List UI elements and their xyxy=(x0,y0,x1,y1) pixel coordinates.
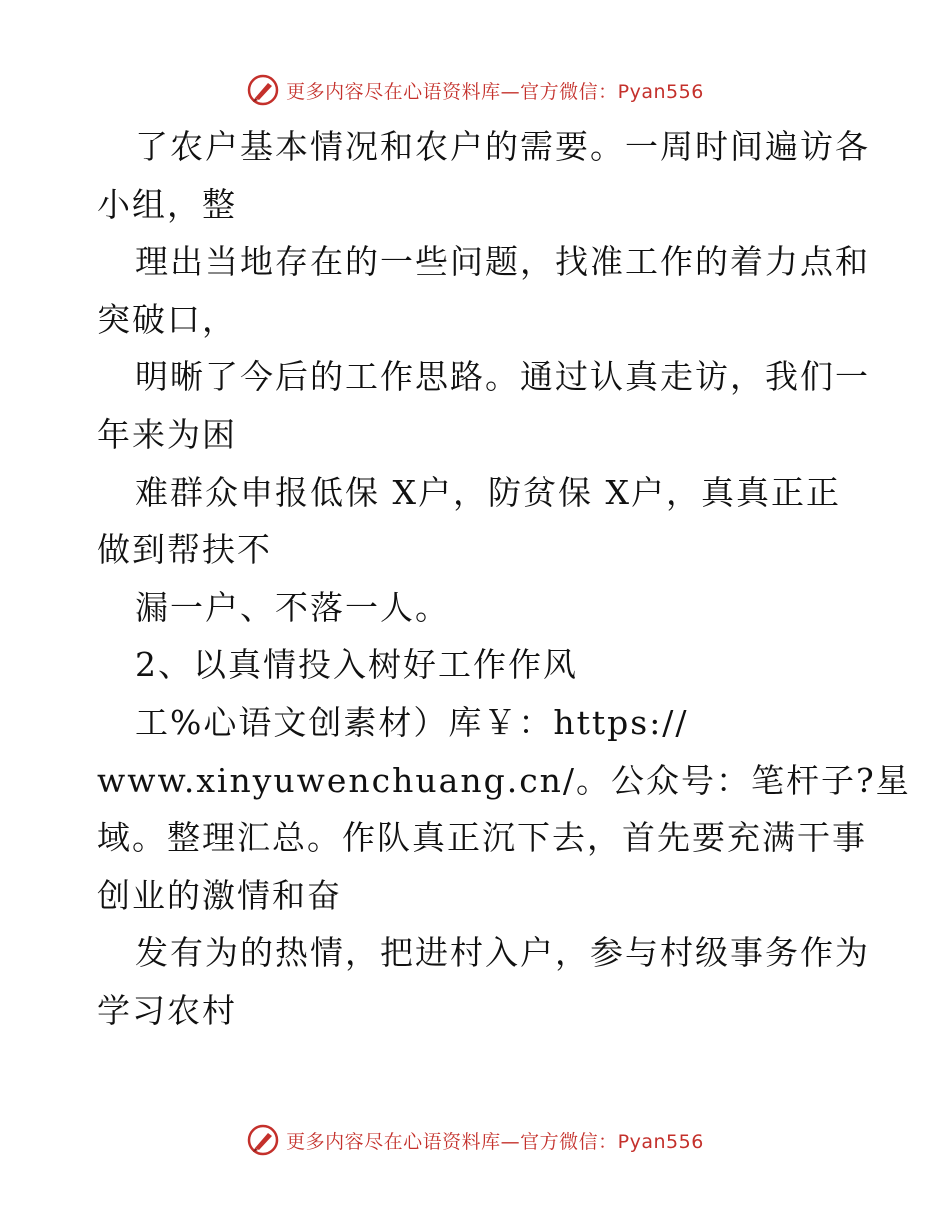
text-line: 创业的激情和奋 xyxy=(97,875,342,915)
text-line: 了农户基本情况和农户的需要。一周时间遍访各 xyxy=(135,127,870,166)
text-line: 2、以真情投入树好工作作风 xyxy=(135,645,578,685)
text-line: 难群众申报低保 X户，防贫保 X户，真真正正 xyxy=(135,472,841,512)
footer-banner xyxy=(0,1120,950,1160)
document-body xyxy=(97,118,911,1040)
text-line: 工%心语文创素材）库￥：https:// xyxy=(135,702,689,742)
text-line: 做到帮扶不 xyxy=(97,530,272,570)
text-line: 发有为的热情，把进村入户，参与村级事务作为 xyxy=(135,933,870,973)
text-line: 突破口， xyxy=(97,299,237,339)
text-line: 漏一户、不落一人。 xyxy=(135,587,450,627)
text-line: 域。整理汇总。作队真正沉下去，首先要充满干事 xyxy=(97,818,867,858)
pen-logo-icon xyxy=(246,1123,280,1157)
text-line: 理出当地存在的一些问题，找准工作的着力点和 xyxy=(135,242,870,282)
header-banner-text: 更多内容尽在心语资料库—官方微信：Pyan556 xyxy=(286,80,704,103)
text-line: 学习农村 xyxy=(97,990,237,1030)
pen-logo-icon xyxy=(246,73,280,107)
text-line: 小组，整 xyxy=(97,184,237,224)
header-banner xyxy=(0,70,950,110)
text-line: 明晰了今后的工作思路。通过认真走访，我们一 xyxy=(135,357,870,397)
text-line: 年来为困 xyxy=(97,414,237,454)
text-line: www.xinyuwenchuang.cn/。公众号：笔杆子?星 xyxy=(97,760,911,800)
footer-banner-text: 更多内容尽在心语资料库—官方微信：Pyan556 xyxy=(286,1130,704,1153)
